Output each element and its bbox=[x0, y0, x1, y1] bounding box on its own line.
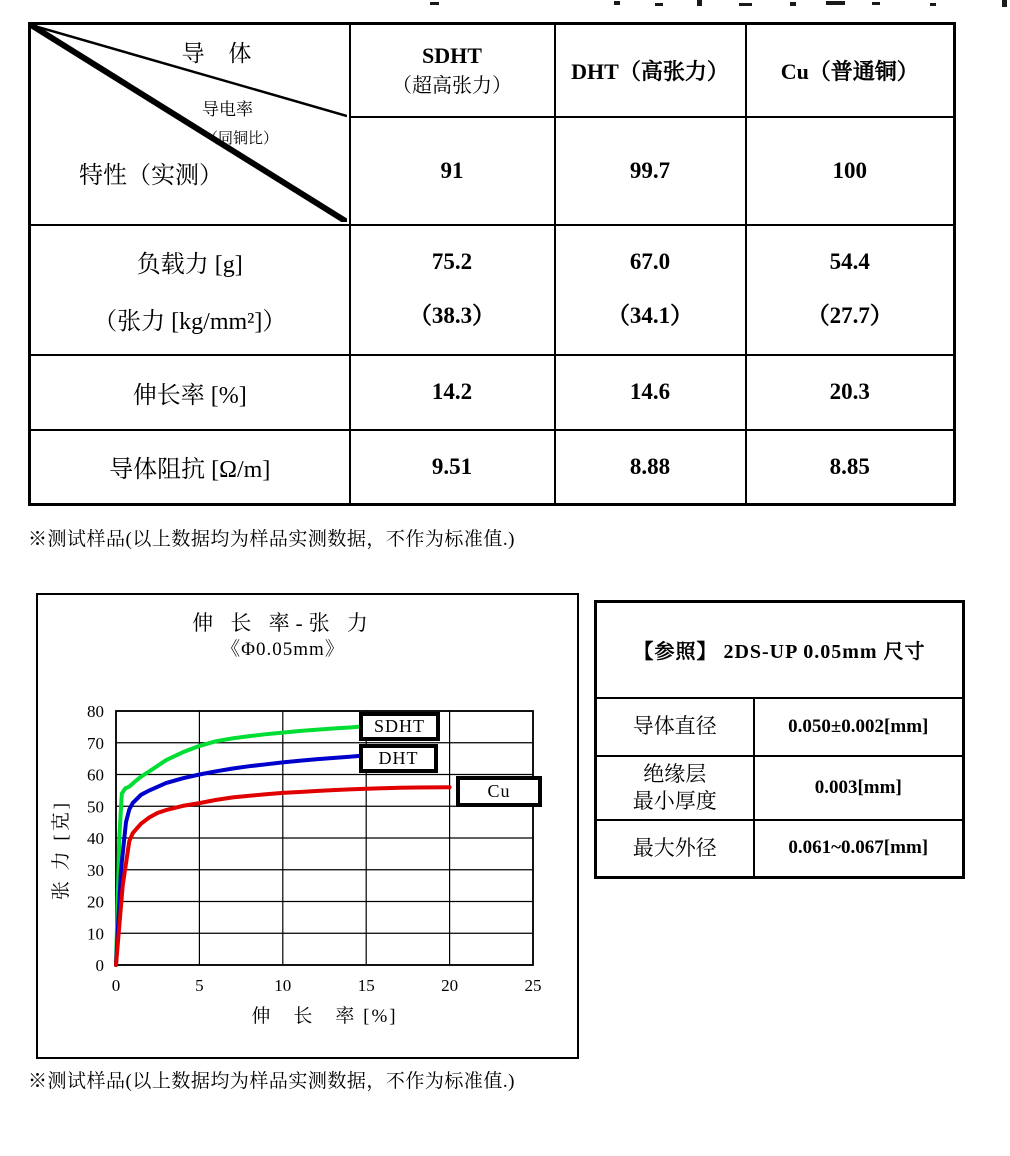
load-sdht bbox=[350, 225, 555, 355]
ref-label-conductor-diameter: 导体直径 bbox=[596, 698, 754, 756]
conductivity-sdht: 91 bbox=[350, 117, 555, 225]
row-label-resistance: 导体阻抗 [Ω/m] bbox=[30, 430, 350, 505]
load-label-line1: 负载力 [g] bbox=[136, 251, 243, 278]
legend-dht: DHT bbox=[359, 744, 438, 773]
elongation-sdht: 14.2 bbox=[350, 355, 555, 430]
svg-text:20: 20 bbox=[87, 892, 104, 912]
load-dht-tension: （34.1） bbox=[606, 303, 694, 328]
resistance-cu: 8.85 bbox=[746, 430, 955, 505]
svg-text:70: 70 bbox=[87, 733, 104, 753]
ref-value-insulation: 0.003[mm] bbox=[754, 756, 964, 820]
load-sdht-tension: （38.3） bbox=[408, 303, 496, 328]
chart-subtitle: 《Φ0.05mm》 bbox=[221, 639, 345, 660]
ref-table-title: 【参照】 2DS-UP 0.05mm 尺寸 bbox=[596, 602, 964, 698]
conductor-comparison-table bbox=[28, 22, 956, 506]
resistance-dht: 8.88 bbox=[555, 430, 746, 505]
svg-text:30: 30 bbox=[87, 860, 104, 880]
y-axis-label: 张 力 [克] bbox=[51, 799, 72, 901]
resistance-sdht: 9.51 bbox=[350, 430, 555, 505]
ref-label-outer-diameter: 最大外径 bbox=[596, 820, 754, 878]
sample-note-top: ※测试样品(以上数据均为样品实测数据，不作为标准值.) bbox=[28, 529, 515, 550]
table-row-resistance bbox=[30, 430, 955, 505]
svg-text:20: 20 bbox=[441, 976, 459, 995]
svg-text:60: 60 bbox=[87, 765, 104, 785]
load-cu-tension: （27.7） bbox=[806, 303, 893, 328]
svg-text:10: 10 bbox=[87, 924, 104, 944]
svg-text:25: 25 bbox=[524, 976, 542, 995]
reference-dimensions-table bbox=[594, 600, 965, 879]
corner-label-conductor: 导 体 bbox=[181, 41, 261, 66]
col-header-dht-name: DHT（高张力） bbox=[571, 58, 729, 84]
legend-sdht: SDHT bbox=[359, 712, 440, 741]
diagonal-corner-cell bbox=[30, 24, 350, 225]
svg-text:50: 50 bbox=[87, 797, 104, 817]
ref-label-insulation-line2: 最小厚度 bbox=[632, 788, 717, 813]
elongation-cu: 20.3 bbox=[746, 355, 955, 430]
svg-text:0: 0 bbox=[111, 976, 121, 995]
load-cu-g: 54.4 bbox=[829, 249, 870, 274]
svg-text:40: 40 bbox=[87, 829, 104, 848]
corner-label-conductivity: 导电率 bbox=[202, 100, 253, 119]
col-header-cu bbox=[746, 24, 955, 117]
col-header-dht bbox=[555, 24, 746, 117]
svg-text:0: 0 bbox=[95, 956, 104, 975]
ref-row-insulation bbox=[596, 756, 964, 820]
svg-text:5: 5 bbox=[195, 976, 204, 995]
ref-row-outer-diameter bbox=[596, 820, 964, 878]
load-cu bbox=[746, 225, 955, 355]
corner-label-property: 特性（实测） bbox=[79, 163, 223, 189]
load-dht bbox=[555, 225, 746, 355]
col-header-sdht bbox=[350, 24, 555, 117]
ref-value-conductor-diameter: 0.050±0.002[mm] bbox=[754, 698, 964, 756]
load-sdht-g: 75.2 bbox=[431, 249, 473, 274]
elongation-tension-chart bbox=[36, 593, 579, 1059]
table-row-elongation bbox=[30, 355, 955, 430]
row-label-elongation: 伸长率 [%] bbox=[30, 355, 350, 430]
conductivity-cu: 100 bbox=[746, 117, 955, 225]
conductivity-dht: 99.7 bbox=[555, 117, 746, 225]
col-header-sdht-sub: （超高张力） bbox=[392, 74, 512, 97]
legend-cu: Cu bbox=[456, 776, 542, 807]
x-axis-label: 伸 长 率 [%] bbox=[251, 1006, 398, 1027]
chart-plot-area bbox=[38, 595, 577, 1057]
svg-text:15: 15 bbox=[357, 976, 375, 995]
table-row-header bbox=[30, 24, 955, 117]
load-dht-g: 67.0 bbox=[629, 249, 671, 274]
corner-label-copper-ratio: （同铜比） bbox=[203, 131, 279, 147]
ref-row-diameter bbox=[596, 698, 964, 756]
chart-title: 伸 长 率-张 力 bbox=[192, 611, 374, 635]
table-row-load bbox=[30, 225, 955, 355]
load-label-line2: （张力 [kg/mm²]） bbox=[93, 308, 287, 335]
elongation-dht: 14.6 bbox=[555, 355, 746, 430]
col-header-cu-name: Cu（普通铜） bbox=[780, 58, 919, 84]
col-header-sdht-name: SDHT bbox=[422, 42, 482, 68]
ref-header-row bbox=[596, 602, 964, 698]
row-label-load bbox=[30, 225, 350, 355]
svg-text:80: 80 bbox=[87, 702, 104, 721]
ref-value-outer-diameter: 0.061~0.067[mm] bbox=[754, 820, 964, 878]
sample-note-bottom: ※测试样品(以上数据均为样品实测数据，不作为标准值.) bbox=[28, 1071, 515, 1092]
svg-text:10: 10 bbox=[274, 976, 292, 995]
ref-label-insulation bbox=[596, 756, 754, 820]
ref-label-insulation-line1: 绝缘层 bbox=[643, 762, 707, 787]
clipped-text-fragments bbox=[0, 0, 1010, 10]
